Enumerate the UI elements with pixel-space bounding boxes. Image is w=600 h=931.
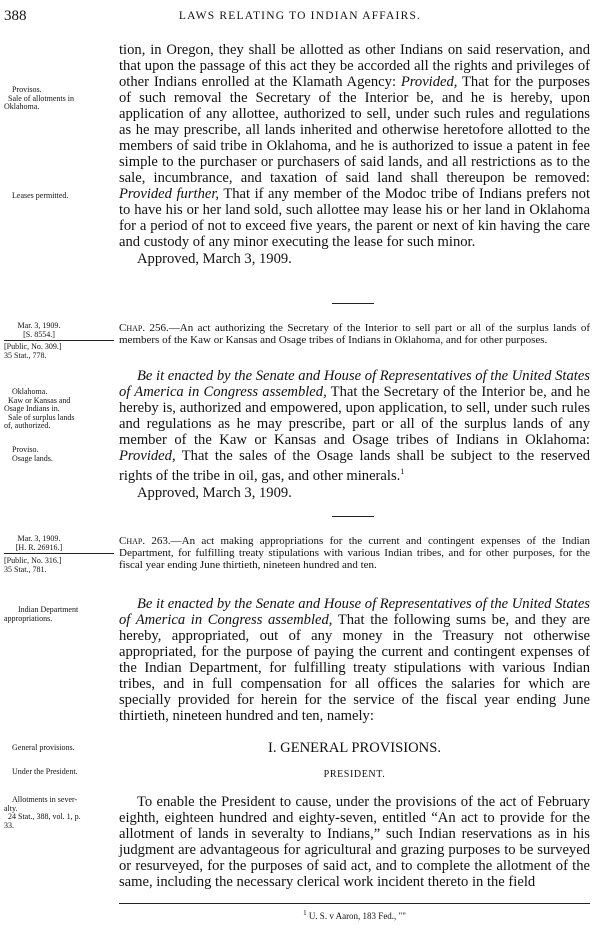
footnote: $^1$ U. S. v Aaron, 183 Fed., "" bbox=[303, 909, 406, 921]
footnote-divider bbox=[119, 903, 590, 904]
margin-note-provisos: Provisos. Sale of allotments in Oklahoma. bbox=[4, 85, 74, 112]
margin-note-indian-dept: Indian Department appropriations. bbox=[4, 605, 79, 623]
enacting-clause: Be it enacted by the Senate and House of Representatives of the United States of America in Congress assembled, bbox=[119, 368, 590, 400]
margin-note-general: General provisions. bbox=[12, 743, 75, 752]
margin-note-oklahoma: Oklahoma. Kaw or Kansas and Osage Indians in. Sale of surplus lands of, authorized. bbox=[4, 387, 75, 431]
margin-note-chap263-date: Mar. 3, 1909. [H. R. 26916.] bbox=[15, 534, 63, 552]
margin-note-proviso: Proviso. Osage lands. bbox=[12, 445, 53, 463]
section-heading: I. GENERAL PROVISIONS. bbox=[268, 740, 441, 756]
approved-line: Approved, March 3, 1909. bbox=[137, 484, 292, 501]
chapter-263-title: Chap. 263.—An act making appropriations for the current and contingent expenses of the Indian Department, for fulfilling treaty stipulations with various Indian tribes, and for other purposes, for the fiscal year ending June thirtieth, nineteen hundred and ten. bbox=[119, 535, 590, 572]
margin-divider bbox=[4, 553, 114, 554]
president-paragraph-container bbox=[119, 794, 590, 890]
margin-divider bbox=[4, 340, 114, 341]
margin-note-chap256-date: Mar. 3, 1909. [S. 8554.] bbox=[17, 321, 61, 339]
margin-note-allotments: Allotments in sever- alty. 24 Stat., 388, vol. 1, p. 33. bbox=[4, 795, 81, 830]
margin-note-chap263-public: [Public, No. 316.] 35 Stat., 781. bbox=[4, 556, 62, 574]
section-divider bbox=[332, 303, 374, 304]
running-title: LAWS RELATING TO INDIAN AFFAIRS. bbox=[178, 10, 422, 22]
subsection-heading: PRESIDENT. bbox=[323, 769, 386, 780]
chapter-256-title: Chap. 256.—An act authorizing the Secretary of the Interior to sell part or all of the surplus lands of members of the Kaw or Kansas and Osage tribes of Indians in Oklahoma, and for other purposes. bbox=[119, 322, 590, 347]
margin-note-leases: Leases permitted. bbox=[12, 191, 69, 200]
footnote-marker: 1 bbox=[400, 467, 405, 476]
section-modoc-text bbox=[119, 42, 590, 267]
section-divider bbox=[332, 516, 374, 517]
chapter-263-body: Be it enacted by the Senate and House of Representatives of the United States of America in Congress assembled, That the following sums be, and they are herеby, appropriated, out of any money in the Treasury not otherwise appropriated, for the purpose of paying the current and contingent expenses of the Indian Department, for fulfilling treaty stipulations with various Indian tribes, and in full compensation for all offices the salaries for which are specially provided for herein for the service of the fiscal year ending June thirtieth, nineteen hundred and ten, namely: bbox=[119, 596, 590, 724]
page-header bbox=[0, 8, 600, 28]
president-paragraph: To enable the President to cause, under the provisions of the act of February eighth, eighteen hundred and eighty-seven, entitled “An act to provide for the allotment of lands in severalty to Indians,” such Indian reservations as in his judgment are advantageous for agricultural and grazing purposes to be surveyed or resurveyed, for the purposes of said act, and to complete the allotment of the same, including the necessary clerical work incident thereto in the field bbox=[119, 794, 590, 890]
enacting-clause: Be it enacted by the Senate and House of Representatives of the United States of America in Congress assembled, bbox=[119, 596, 590, 628]
approved-line: Approved, March 3, 1909. bbox=[137, 251, 292, 267]
modoc-paragraph: tion, in Oregon, they shall be allotted as other Indians on said reservation, and that upon the passage of this act they be accorded all the rights and privileges of other Indians enrolled at the Klamath Agency: Provided, That for the purposes of such removal the Secretary of the Interior be, and he is hereby, upon application of any allottee, authorized to sell, under such rules and regulations as he may prescribe, all lands inherited and otherwise heretofore allotted to the members of said tribe in Oklahoma, and he is authorized to issue a patent in fee simple to the purchaser or purchasers of said lands, and all restrictions as to the sale, incumbrance, and taxation of said land shall thereupon be removed: Provided further, That if any member of the Modoc tribe of Indians prefers not to have his or her land sold, such allottee may lease his or her land in Oklahoma for a period of not to exceed five years, the parent or next of kin having the care and custody of any minor executing the lease for such minor. bbox=[119, 42, 591, 250]
margin-note-president: Under the President. bbox=[12, 767, 78, 776]
page-number: 388 bbox=[4, 8, 27, 24]
chapter-256-body: Be it enacted by the Senate and House of Representatives of the United States of America in Congress assembled, That the Secretary of the Interior be, and he hereby is, authorized and empowered, upon application, to sell, under such rules and regulations as he may prescribe, part or all of the surplus lands of any member of the Kaw or Kansas and Osage tribes of Indians in Oklahoma: Provided, That the sales of the Osage lands shall be subject to the reserved rights of the tribe in oil, gas, and other minerals.$^1$ Approved, March 3, 1909. bbox=[119, 368, 590, 501]
margin-note-chap256-public: [Public, No. 309.] 35 Stat., 778. bbox=[4, 342, 62, 360]
